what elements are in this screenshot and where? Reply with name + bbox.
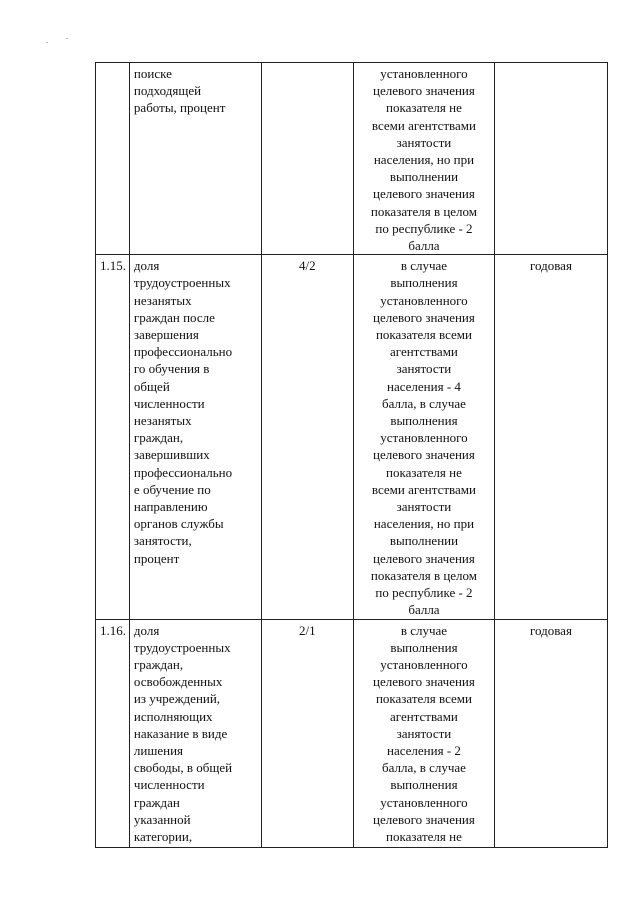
indicator-name-cell: доля трудоустроенных граждан, освобожденных из учреждений, исполняющих наказание в виде лишения свободы, в общей численности граждан указанной категории, — [129, 619, 261, 847]
condition-cell: в случае выполнения установленного целевого значения показателя всеми агентствами занятости населения - 2 балла, в случае выполнения установленного целевого значения показателя не — [354, 619, 495, 847]
condition-cell: установленного целевого значения показателя не всеми агентствами занятости населения, но при выполнении целевого значения показателя в целом по республике - 2 балла — [354, 63, 495, 255]
scan-speck — [46, 42, 48, 43]
periodicity-cell — [494, 63, 607, 255]
scan-speck — [66, 38, 68, 39]
periodicity-cell: годовая — [494, 619, 607, 847]
points-cell: 2/1 — [261, 619, 354, 847]
indicators-table — [95, 62, 608, 848]
row-number-cell: 1.15. — [96, 255, 130, 619]
points-cell — [261, 63, 354, 255]
indicator-name-cell: доля трудоустроенных незанятых граждан после завершения профессионально го обучения в общей численности незанятых граждан, завершивших профессионально е обучение по направлению органов службы занятости, процент — [129, 255, 261, 619]
table-row — [96, 619, 608, 847]
points-cell: 4/2 — [261, 255, 354, 619]
row-number-cell: 1.16. — [96, 619, 130, 847]
row-number-cell — [96, 63, 130, 255]
indicator-name-cell: поиске подходящей работы, процент — [129, 63, 261, 255]
table-row — [96, 255, 608, 619]
condition-cell: в случае выполнения установленного целевого значения показателя всеми агентствами занятости населения - 4 балла, в случае выполнения установленного целевого значения показателя не всеми агентствами занятости населения, но при выполнении целевого значения показателя в целом по республике - 2 балла — [354, 255, 495, 619]
table-row — [96, 63, 608, 255]
periodicity-cell: годовая — [494, 255, 607, 619]
